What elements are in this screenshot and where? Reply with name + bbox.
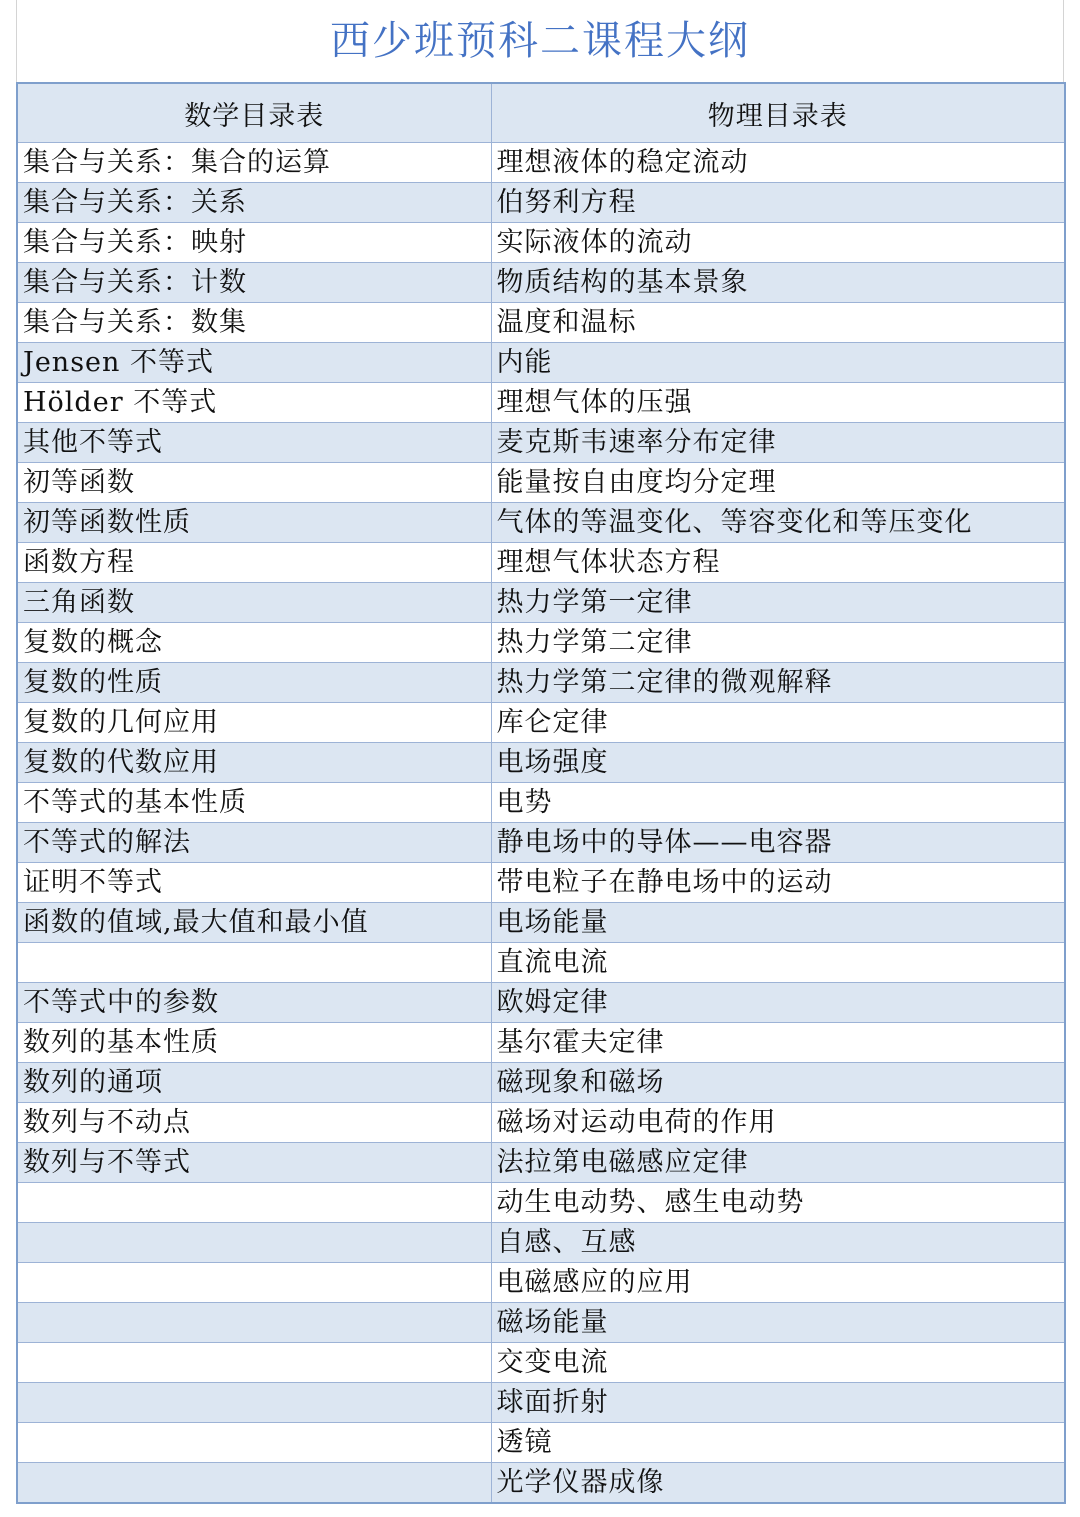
table-row [17, 503, 1065, 543]
math-topic-cell: 集合与关系：集合的运算 [17, 143, 491, 183]
physics-topic-cell: 物质结构的基本景象 [491, 263, 1065, 303]
math-topic-cell [17, 1343, 491, 1383]
table-row [17, 143, 1065, 183]
table-row [17, 303, 1065, 343]
math-topic-cell [17, 1303, 491, 1343]
table-row [17, 1143, 1065, 1183]
math-topic-cell [17, 1223, 491, 1263]
physics-topic-cell: 欧姆定律 [491, 983, 1065, 1023]
math-column-header: 数学目录表 [17, 83, 491, 143]
table-row [17, 1383, 1065, 1423]
table-body [17, 143, 1065, 1504]
math-topic-cell: 集合与关系：关系 [17, 183, 491, 223]
physics-topic-cell: 热力学第二定律的微观解释 [491, 663, 1065, 703]
table-row [17, 703, 1065, 743]
math-topic-cell: 复数的概念 [17, 623, 491, 663]
table-row [17, 343, 1065, 383]
math-topic-cell [17, 1423, 491, 1463]
table-row [17, 423, 1065, 463]
physics-topic-cell: 热力学第二定律 [491, 623, 1065, 663]
math-topic-cell: 函数方程 [17, 543, 491, 583]
table-row [17, 583, 1065, 623]
table-row [17, 263, 1065, 303]
math-topic-cell: Jensen 不等式 [17, 343, 491, 383]
physics-topic-cell: 基尔霍夫定律 [491, 1023, 1065, 1063]
math-topic-cell [17, 1263, 491, 1303]
table-row [17, 943, 1065, 983]
physics-topic-cell: 电场能量 [491, 903, 1065, 943]
physics-topic-cell: 透镜 [491, 1423, 1065, 1463]
math-topic-cell: 证明不等式 [17, 863, 491, 903]
math-topic-cell: 数列的通项 [17, 1063, 491, 1103]
physics-column-header: 物理目录表 [491, 83, 1065, 143]
table-row [17, 463, 1065, 503]
math-topic-cell [17, 943, 491, 983]
page-title: 西少班预科二课程大纲 [330, 18, 750, 64]
table-row [17, 1263, 1065, 1303]
math-topic-cell: 函数的值域,最大值和最小值 [17, 903, 491, 943]
table-row [17, 1063, 1065, 1103]
table-row [17, 1463, 1065, 1504]
physics-topic-cell: 磁场能量 [491, 1303, 1065, 1343]
physics-topic-cell: 理想液体的稳定流动 [491, 143, 1065, 183]
table-row [17, 1223, 1065, 1263]
math-topic-cell: 集合与关系：计数 [17, 263, 491, 303]
physics-topic-cell: 热力学第一定律 [491, 583, 1065, 623]
math-topic-cell: 数列的基本性质 [17, 1023, 491, 1063]
math-topic-cell: 其他不等式 [17, 423, 491, 463]
physics-topic-cell: 电磁感应的应用 [491, 1263, 1065, 1303]
table-row [17, 1023, 1065, 1063]
physics-topic-cell: 直流电流 [491, 943, 1065, 983]
physics-topic-cell: 能量按自由度均分定理 [491, 463, 1065, 503]
physics-topic-cell: 理想气体的压强 [491, 383, 1065, 423]
math-topic-cell: 三角函数 [17, 583, 491, 623]
table-row [17, 223, 1065, 263]
physics-topic-cell: 实际液体的流动 [491, 223, 1065, 263]
table-row [17, 1343, 1065, 1383]
physics-topic-cell: 麦克斯韦速率分布定律 [491, 423, 1065, 463]
math-topic-cell: 复数的性质 [17, 663, 491, 703]
table-row [17, 743, 1065, 783]
table-row [17, 863, 1065, 903]
math-topic-cell: 不等式中的参数 [17, 983, 491, 1023]
physics-topic-cell: 法拉第电磁感应定律 [491, 1143, 1065, 1183]
physics-topic-cell: 静电场中的导体——电容器 [491, 823, 1065, 863]
physics-topic-cell: 光学仪器成像 [491, 1463, 1065, 1504]
physics-topic-cell: 交变电流 [491, 1343, 1065, 1383]
math-topic-cell: 复数的几何应用 [17, 703, 491, 743]
math-topic-cell [17, 1183, 491, 1223]
table-row [17, 543, 1065, 583]
math-topic-cell: 初等函数性质 [17, 503, 491, 543]
table-row [17, 663, 1065, 703]
table-row [17, 183, 1065, 223]
math-topic-cell [17, 1383, 491, 1423]
physics-topic-cell: 气体的等温变化、等容变化和等压变化 [491, 503, 1065, 543]
physics-topic-cell: 理想气体状态方程 [491, 543, 1065, 583]
math-topic-cell [17, 1463, 491, 1504]
table-row [17, 983, 1065, 1023]
math-topic-cell: 复数的代数应用 [17, 743, 491, 783]
physics-topic-cell: 伯努利方程 [491, 183, 1065, 223]
physics-topic-cell: 内能 [491, 343, 1065, 383]
physics-topic-cell: 自感、互感 [491, 1223, 1065, 1263]
table-row [17, 783, 1065, 823]
math-topic-cell: Hölder 不等式 [17, 383, 491, 423]
title-row [16, 0, 1064, 82]
math-topic-cell: 数列与不等式 [17, 1143, 491, 1183]
table-row [17, 903, 1065, 943]
physics-topic-cell: 磁场对运动电荷的作用 [491, 1103, 1065, 1143]
header-row [17, 83, 1065, 143]
physics-topic-cell: 磁现象和磁场 [491, 1063, 1065, 1103]
physics-topic-cell: 电势 [491, 783, 1065, 823]
table-row [17, 1183, 1065, 1223]
physics-topic-cell: 库仑定律 [491, 703, 1065, 743]
math-topic-cell: 不等式的基本性质 [17, 783, 491, 823]
math-topic-cell: 集合与关系：数集 [17, 303, 491, 343]
table-row [17, 1103, 1065, 1143]
math-topic-cell: 不等式的解法 [17, 823, 491, 863]
physics-topic-cell: 带电粒子在静电场中的运动 [491, 863, 1065, 903]
math-topic-cell: 初等函数 [17, 463, 491, 503]
table-row [17, 823, 1065, 863]
table-row [17, 383, 1065, 423]
physics-topic-cell: 温度和温标 [491, 303, 1065, 343]
math-topic-cell: 数列与不动点 [17, 1103, 491, 1143]
physics-topic-cell: 动生电动势、感生电动势 [491, 1183, 1065, 1223]
table-row [17, 623, 1065, 663]
table-row [17, 1423, 1065, 1463]
physics-topic-cell: 电场强度 [491, 743, 1065, 783]
table-row [17, 1303, 1065, 1343]
syllabus-sheet [16, 0, 1064, 1504]
syllabus-table [16, 82, 1066, 1504]
math-topic-cell: 集合与关系：映射 [17, 223, 491, 263]
physics-topic-cell: 球面折射 [491, 1383, 1065, 1423]
